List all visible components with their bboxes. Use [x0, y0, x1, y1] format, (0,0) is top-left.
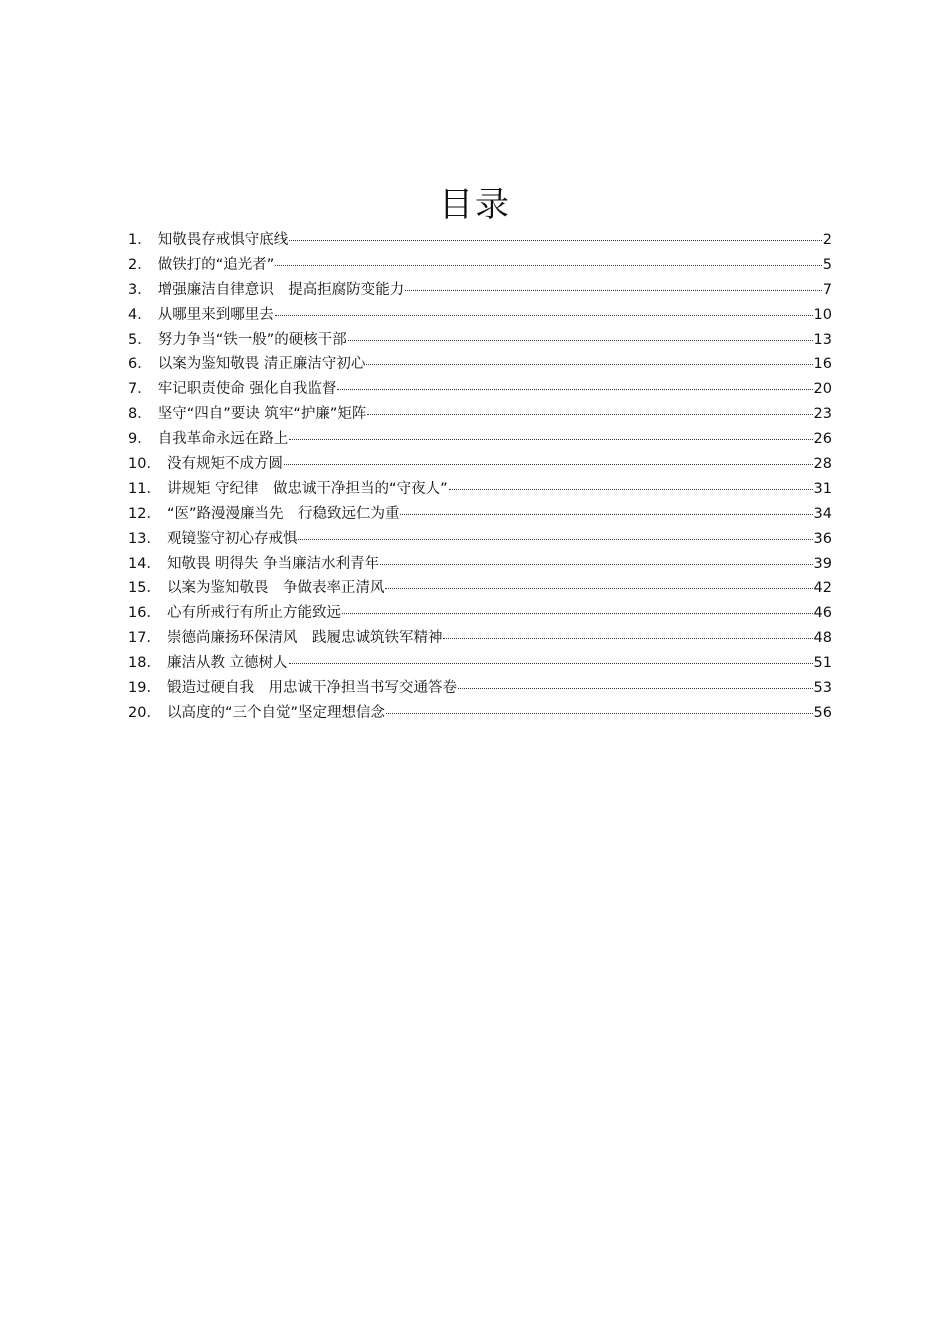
toc-dot-leader [449, 488, 813, 490]
toc-entry-number: 18． [128, 655, 161, 672]
toc-dot-leader [275, 264, 822, 266]
toc-entry-page-number: 56 [813, 704, 832, 721]
toc-entry-page-number: 2 [822, 232, 832, 248]
toc-dot-leader [348, 339, 813, 341]
toc-dot-leader [366, 363, 812, 365]
toc-entry[interactable] [128, 552, 832, 577]
toc-dot-leader [458, 687, 813, 689]
toc-entry-number: 2． [128, 256, 152, 273]
toc-entry[interactable] [128, 701, 832, 726]
toc-entry-page-number: 48 [813, 630, 832, 647]
toc-entry[interactable] [128, 576, 832, 601]
toc-dot-leader [289, 438, 812, 440]
toc-entry[interactable] [128, 502, 832, 527]
toc-entry-title: 知敬畏存戒惧守底线 [157, 232, 289, 248]
toc-entry-page-number: 46 [813, 605, 832, 622]
toc-dot-leader [443, 637, 812, 639]
toc-dot-leader [400, 513, 812, 515]
toc-dot-leader [337, 388, 812, 390]
toc-entry-page-number: 39 [813, 555, 832, 572]
toc-entry-page-number: 23 [813, 406, 832, 423]
toc-entry-title: 心有所戒行有所止方能致远 [166, 605, 341, 622]
toc-dot-leader [289, 239, 822, 241]
toc-entry-number: 9． [128, 431, 152, 448]
toc-entry-title: 锻造过硬自我 用忠诚干净担当书写交通答卷 [166, 680, 457, 697]
toc-entry-page-number: 26 [813, 431, 832, 448]
toc-dot-leader [380, 563, 812, 565]
toc-dot-leader [367, 413, 812, 415]
toc-entry-title: 观镜鉴守初心存戒惧 [166, 530, 298, 547]
toc-entry-page-number: 5 [822, 256, 832, 273]
toc-entry-title: 以高度的“三个自觉”坚定理想信念 [166, 704, 385, 721]
toc-entry[interactable] [128, 303, 832, 328]
toc-entry[interactable] [128, 676, 832, 701]
toc-entry-title: 没有规矩不成方圆 [166, 456, 283, 473]
toc-entry-title: 知敬畏 明得失 争当廉洁水利青年 [166, 555, 380, 572]
toc-entry[interactable] [128, 377, 832, 402]
toc-entry-page-number: 34 [813, 505, 832, 522]
toc-entry-page-number: 13 [813, 331, 832, 348]
toc-list [128, 228, 832, 726]
toc-entry-number: 4． [128, 306, 152, 323]
toc-entry[interactable] [128, 452, 832, 477]
toc-dot-leader [284, 463, 813, 465]
toc-dot-leader [385, 587, 812, 589]
toc-entry-title: 做铁打的“追光者” [157, 256, 275, 273]
toc-entry-number: 10． [128, 456, 161, 473]
toc-entry[interactable] [128, 328, 832, 353]
toc-entry[interactable] [128, 477, 832, 502]
toc-entry-number: 20． [128, 704, 161, 721]
toc-entry-title: 崇德尚廉扬环保清风 践履忠诚筑铁军精神 [166, 630, 443, 647]
toc-dot-leader [275, 314, 813, 316]
toc-entry[interactable] [128, 352, 832, 377]
toc-entry-page-number: 10 [813, 306, 832, 323]
toc-entry-page-number: 51 [813, 655, 832, 672]
toc-dot-leader [289, 662, 813, 664]
toc-entry-number: 19． [128, 680, 161, 697]
toc-entry-number: 8． [128, 406, 152, 423]
toc-entry-number: 1． [128, 232, 152, 248]
toc-entry-title: 以案为鉴知敬畏 争做表率正清风 [166, 580, 385, 597]
toc-entry[interactable] [128, 626, 832, 651]
toc-entry[interactable] [128, 651, 832, 676]
toc-entry-page-number: 53 [813, 680, 832, 697]
toc-entry-number: 5． [128, 331, 152, 348]
toc-entry-page-number: 20 [813, 381, 832, 398]
toc-entry-title: 自我革命永远在路上 [157, 431, 289, 448]
toc-entry-title: 从哪里来到哪里去 [157, 306, 274, 323]
toc-entry-page-number: 28 [813, 456, 832, 473]
toc-entry-page-number: 7 [822, 281, 832, 298]
toc-entry[interactable] [128, 253, 832, 278]
toc-entry-page-number: 36 [813, 530, 832, 547]
toc-entry[interactable] [128, 427, 832, 452]
toc-entry-number: 3． [128, 281, 152, 298]
toc-entry[interactable] [128, 601, 832, 626]
toc-entry-title: “医”路漫漫廉当先 行稳致远仁为重 [166, 505, 400, 522]
toc-entry-title: 廉洁从教 立德树人 [166, 655, 288, 672]
toc-entry-number: 12． [128, 505, 161, 522]
toc-dot-leader [386, 712, 813, 714]
toc-entry-title: 以案为鉴知敬畏 清正廉洁守初心 [157, 356, 366, 373]
toc-entry-number: 11． [128, 480, 161, 497]
toc-title: 目录 [439, 185, 511, 225]
toc-entry-title: 增强廉洁自律意识 提高拒腐防变能力 [157, 281, 405, 298]
toc-entry-number: 15． [128, 580, 161, 597]
toc-entry-title: 坚守“四自”要诀 筑牢“护廉”矩阵 [157, 406, 367, 423]
toc-entry-title: 讲规矩 守纪律 做忠诚干净担当的“守夜人” [166, 480, 448, 497]
toc-dot-leader [298, 538, 812, 540]
toc-entry[interactable] [128, 527, 832, 552]
toc-entry-number: 16． [128, 605, 161, 622]
toc-entry-number: 7． [128, 381, 152, 398]
toc-entry[interactable] [128, 228, 832, 253]
toc-entry-number: 17． [128, 630, 161, 647]
toc-dot-leader [342, 612, 813, 614]
toc-entry[interactable] [128, 402, 832, 427]
toc-entry[interactable] [128, 278, 832, 303]
toc-entry-page-number: 16 [813, 356, 832, 373]
toc-entry-number: 14． [128, 555, 161, 572]
toc-dot-leader [405, 289, 822, 291]
toc-entry-title: 努力争当“铁一般”的硬核干部 [157, 331, 347, 348]
toc-entry-page-number: 31 [813, 480, 832, 497]
toc-entry-number: 13． [128, 530, 161, 547]
toc-entry-title: 牢记职责使命 强化自我监督 [157, 381, 337, 398]
toc-entry-number: 6． [128, 356, 152, 373]
toc-entry-page-number: 42 [813, 580, 832, 597]
